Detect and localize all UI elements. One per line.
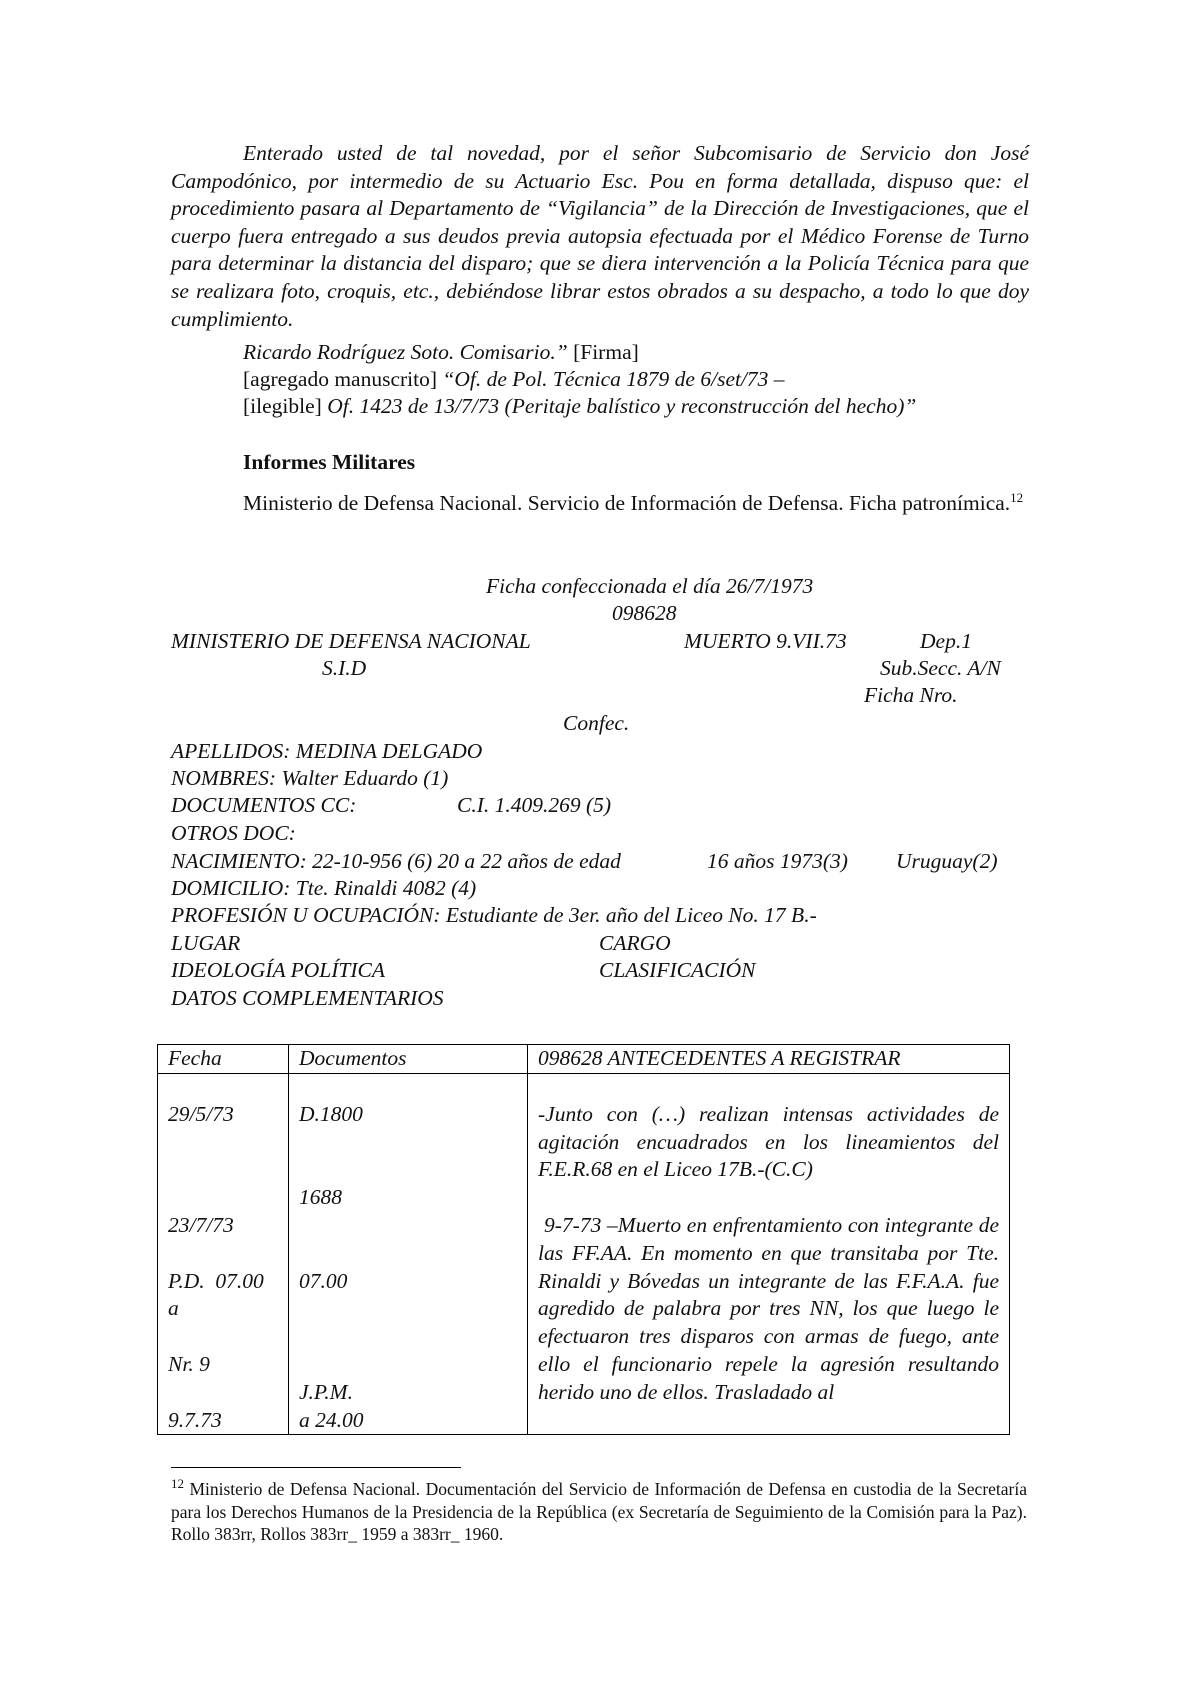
documentos-column [289, 1073, 528, 1435]
section-heading: Informes Militares [243, 450, 416, 474]
footnote-text: Ministerio de Defensa Nacional. Documentación del Servicio de Información de Defensa en custodia de la Secretaría para los Derechos Humanos de la Presidencia de la República (ex Secretaría de Seguimiento de la Comisión para la Paz). Rollo 383rr, Rollos 383rr_ 1959 a 383rr_ 1960. [171, 1479, 1027, 1544]
documentos-line [299, 1240, 517, 1268]
footnote [171, 1478, 1027, 1546]
ficha-pais: Uruguay(2) [896, 849, 998, 873]
footnote-divider [171, 1467, 461, 1468]
fecha-line [168, 1129, 278, 1157]
illegible-text: Of. 1423 de 13/7/73 (Peritaje balístico y reconstrucción del hecho)” [327, 394, 917, 418]
intro-paragraph [171, 140, 1029, 333]
ficha-ideologia: IDEOLOGÍA POLÍTICA [171, 958, 386, 982]
fecha-line: Nr. 9 [168, 1351, 210, 1376]
ficha-profesion: PROFESIÓN U OCUPACIÓN: Estudiante de 3er. año del Liceo No. 17 B.- [171, 903, 817, 927]
ficha-documentos-label: DOCUMENTOS CC: [171, 793, 357, 817]
ficha-clasificacion: CLASIFICACIÓN [599, 958, 756, 982]
added-line [243, 366, 785, 393]
added-text: “Of. de Pol. Técnica 1879 de 6/set/73 – [442, 367, 785, 391]
ficha-nro: Ficha Nro. [864, 683, 958, 707]
documentos-line [299, 1351, 517, 1379]
documentos-line [299, 1323, 517, 1351]
fecha-line [168, 1156, 278, 1184]
fecha-line [168, 1323, 278, 1351]
documentos-line: a 24.00 [299, 1407, 364, 1432]
fecha-line: 23/7/73 [168, 1212, 234, 1237]
signature-line [243, 339, 639, 366]
antecedente-entry-2: 9-7-73 –Muerto en enfrentamiento con integrante de las FF.AA. En momento en que transitaba por Tte. Rinaldi y Bóvedas un integrante de las F.F.A.A. fue agredido de palabra por tres NN, los que luego le efectuaron tres disparos con armas de fuego, ante ello el funcionario repele la agresión resultando herido uno de ellos. Trasladado al [538, 1212, 999, 1404]
illegible-label: [ilegible] [243, 394, 328, 418]
antecedentes-column [528, 1073, 1010, 1435]
ficha-date: Ficha confeccionada el día 26/7/1973 [486, 574, 814, 598]
documentos-line: J.P.M. [299, 1379, 353, 1404]
ficha-subsecc: Sub.Secc. A/N [880, 656, 1001, 680]
header-fecha: Fecha [158, 1045, 289, 1074]
ficha-number: 098628 [612, 601, 677, 625]
intro-paragraph-text: Enterado usted de tal novedad, por el señor Subcomisario de Servicio don José Campodónico, por intermedio de su Actuario Esc. Pou en forma detallada, dispuso que: el procedimiento pasara al Departamento de “Vigilancia” de la Dirección de Investigaciones, que el cuerpo fuera entregado a sus deudos previa autopsia efectuada por el Médico Forense de Turno para determinar la distancia del disparo; que se diera intervención a la Policía Técnica para que se realizara foto, croquis, etc., debiéndose librar estos obrados a su despacho, a todo lo que doy cumplimiento. [171, 141, 1029, 331]
ficha-documentos-value: C.I. 1.409.269 (5) [457, 793, 612, 817]
signature-name: Ricardo Rodríguez Soto. Comisario.” [243, 340, 568, 364]
fecha-column [158, 1073, 289, 1435]
documentos-line [299, 1295, 517, 1323]
documentos-line [299, 1156, 517, 1184]
section-paragraph [171, 490, 1029, 518]
ficha-ministry: MINISTERIO DE DEFENSA NACIONAL [171, 629, 531, 653]
ficha-nombres: NOMBRES: Walter Eduardo (1) [171, 766, 449, 790]
section-paragraph-text: Ministerio de Defensa Nacional. Servicio de Información de Defensa. Ficha patronímica. [243, 491, 1011, 515]
ficha-sid: S.I.D [322, 656, 367, 680]
ficha-domicilio: DOMICILIO: Tte. Rinaldi 4082 (4) [171, 876, 477, 900]
ficha-cargo: CARGO [599, 931, 671, 955]
ficha-muerto: MUERTO 9.VII.73 [684, 629, 847, 653]
antecedentes-table [157, 1044, 1010, 1435]
fecha-line: 9.7.73 [168, 1407, 222, 1432]
footnote-mark: 12 [171, 1476, 184, 1492]
fecha-line [168, 1240, 278, 1268]
fecha-line: 29/5/73 [168, 1101, 234, 1126]
header-documentos: Documentos [289, 1045, 528, 1074]
fecha-line: a [168, 1296, 179, 1321]
documentos-line [299, 1212, 517, 1240]
table-row [158, 1073, 1010, 1435]
documentos-line: 1688 [299, 1185, 342, 1210]
antecedente-entry-1: -Junto con (…) realizan intensas actividades de agitación encuadrados en los lineamientos del F.E.R.68 en el Liceo 17B.-(C.C) [538, 1101, 999, 1182]
ficha-confec: Confec. [563, 711, 630, 735]
footnote-reference[interactable]: 12 [1010, 489, 1024, 505]
added-label: [agregado manuscrito] [243, 367, 443, 391]
ficha-dep: Dep.1 [920, 629, 972, 653]
ficha-datos: DATOS COMPLEMENTARIOS [171, 986, 444, 1010]
table-header-row [158, 1045, 1010, 1074]
documentos-line [299, 1129, 517, 1157]
illegible-line [243, 393, 916, 420]
ficha-apellidos: APELLIDOS: MEDINA DELGADO [171, 739, 483, 763]
fecha-line: P.D. 07.00 [168, 1268, 264, 1293]
documentos-line: D.1800 [299, 1101, 363, 1126]
ficha-otros-doc: OTROS DOC: [171, 821, 296, 845]
ficha-nacimiento: NACIMIENTO: 22-10-956 (6) 20 a 22 años de edad [171, 849, 621, 873]
fecha-line [168, 1184, 278, 1212]
signature-note: [Firma] [567, 340, 639, 364]
header-antecedentes: 098628 ANTECEDENTES A REGISTRAR [528, 1045, 1010, 1074]
ficha-lugar: LUGAR [171, 931, 241, 955]
documentos-line: 07.00 [299, 1268, 348, 1293]
fecha-line [168, 1379, 278, 1407]
ficha-edad: 16 años 1973(3) [707, 849, 848, 873]
